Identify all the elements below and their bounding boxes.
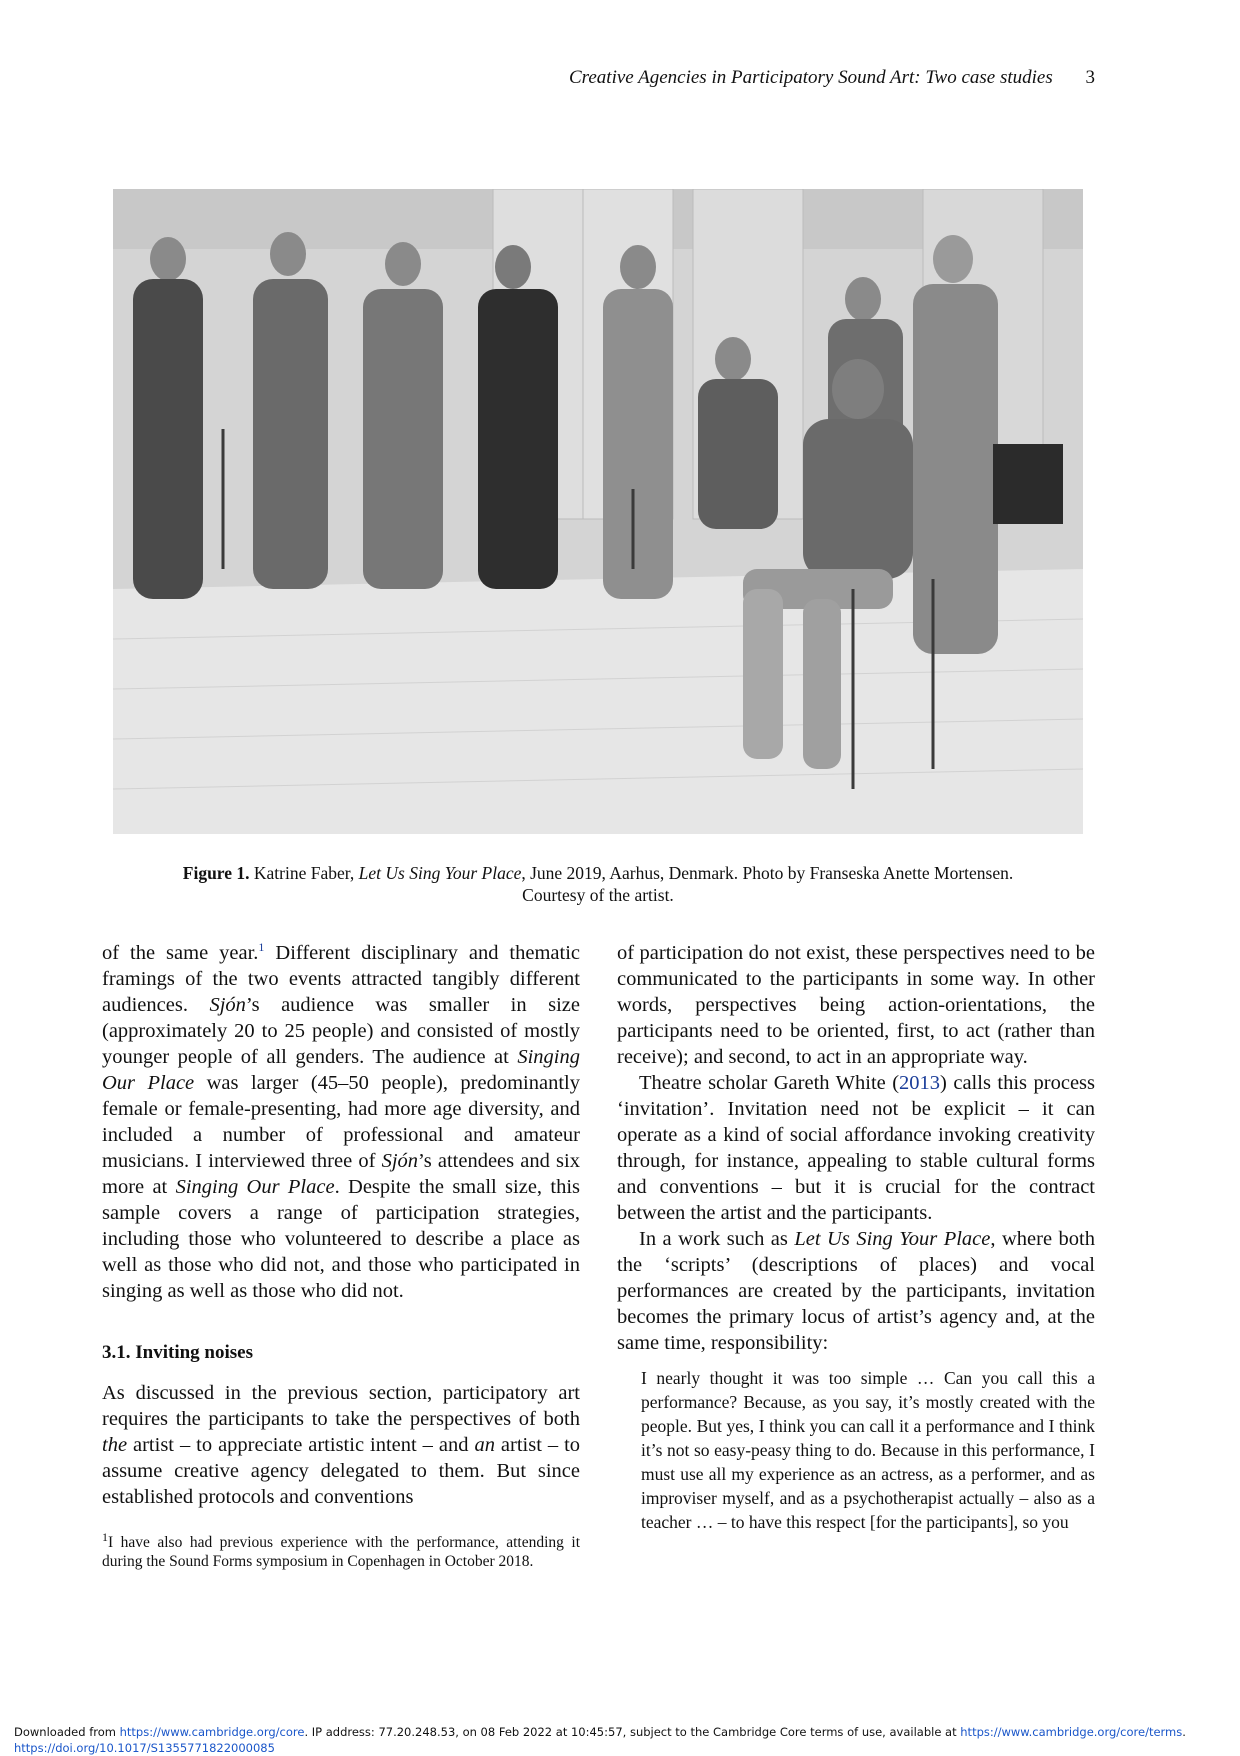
right-paragraph-3: In a work such as Let Us Sing Your Place, where both the ‘scripts’ (descriptions of places) and vocal performances are created by the participants, invitation becomes the primary locus of artist’s agency and, at the same time, responsibility: bbox=[617, 1228, 1096, 1354]
terms-link[interactable]: https://www.cambridge.org/core/terms bbox=[960, 1725, 1183, 1739]
caption-lead: Katrine Faber, bbox=[253, 863, 355, 883]
doi-link[interactable]: https://doi.org/10.1017/S1355771822000085 bbox=[14, 1741, 275, 1755]
download-notice: Downloaded from https://www.cambridge.org/core. IP address: 77.20.248.53, on 08 Feb 2022 at 10:45:57, subject to the Cambridge Core terms of use, available at https://www.cambridge.org/core/terms. https://doi.org/10.1017/S1355771822000085 bbox=[14, 1725, 1186, 1755]
page-number: 3 bbox=[1085, 67, 1095, 88]
citation-link[interactable]: 2013 bbox=[899, 1072, 941, 1094]
photo-illustration bbox=[113, 189, 1083, 834]
left-paragraph-2: As discussed in the previous section, participatory art requires the participants to take the perspectives of both the artist – to appreciate artistic intent – and an artist – to assume creative agency delegated to them. But since established protocols and conventions bbox=[102, 1382, 581, 1508]
caption-tail: , June 2019, Aarhus, Denmark. Photo by Franseska Anette Mortensen. bbox=[521, 863, 1014, 883]
section-heading: 3.1. Inviting noises bbox=[102, 1342, 253, 1363]
footnote bbox=[102, 1529, 580, 1571]
right-paragraph-1: of participation do not exist, these perspectives need to be communicated to the participants in some way. In other words, perspectives being action-orientations, the participants need to be oriented, first, to act (rather than receive); and second, to act in an appropriate way. bbox=[617, 942, 1095, 1068]
left-column bbox=[102, 940, 580, 1510]
caption-credit: Courtesy of the artist. bbox=[522, 885, 674, 905]
right-column bbox=[617, 940, 1095, 1534]
running-head-title: Creative Agencies in Participatory Sound Art: Two case studies bbox=[569, 67, 1053, 88]
block-quote: I nearly thought it was too simple … Can you call this a performance? Because, as you say, it’s mostly created with the people. But yes, I think you can call it a performance and I think it’s not so easy-peasy thing to do. Because in this performance, I must use all my experience as an actress, as a performer, and as improviser myself, and as a psychotherapist actually – also as a teacher … – to have this respect [for the participants], so you bbox=[641, 1368, 1095, 1532]
right-paragraph-2: Theatre scholar Gareth White (2013) calls this process ‘invitation’. Invitation need not be explicit – it can operate as a kind of social affordance invoking creativity through, for instance, appealing to stable cultural forms and conventions – but it is crucial for the contract between the artist and the participants. bbox=[617, 1072, 1095, 1224]
footnote-reference[interactable]: 1 bbox=[258, 940, 265, 955]
running-head bbox=[520, 66, 1095, 90]
core-link[interactable]: https://www.cambridge.org/core bbox=[119, 1725, 305, 1739]
figure-photograph bbox=[113, 189, 1083, 834]
footnote-text: I have also had previous experience with the performance, attending it during the Sound Forms symposium in Copenhagen in October 2018. bbox=[102, 1534, 580, 1570]
left-paragraph-1: of the same year.$^1$ Different disciplinary and thematic framings of the two events attracted tangibly different audiences. Sjón’s audience was smaller in size (approximately 20 to 25 people) and consisted of mostly younger people of all genders. The audience at Singing Our Place was larger (45–50 people), predominantly female or female-presenting, had more age diversity, and included a number of professional and amateur musicians. I interviewed three of Sjón’s attendees and six more at Singing Our Place. Despite the small size, this sample covers a range of participation strategies, including those who volunteered to describe a place as well as those who did not, and those who participated in singing as well as those who did not. bbox=[102, 940, 581, 1302]
figure-caption bbox=[113, 862, 1083, 906]
caption-work-title: Let Us Sing Your Place bbox=[358, 863, 522, 883]
footnote-number: 1 bbox=[102, 1529, 108, 1544]
figure-label: Figure 1. bbox=[182, 863, 250, 883]
